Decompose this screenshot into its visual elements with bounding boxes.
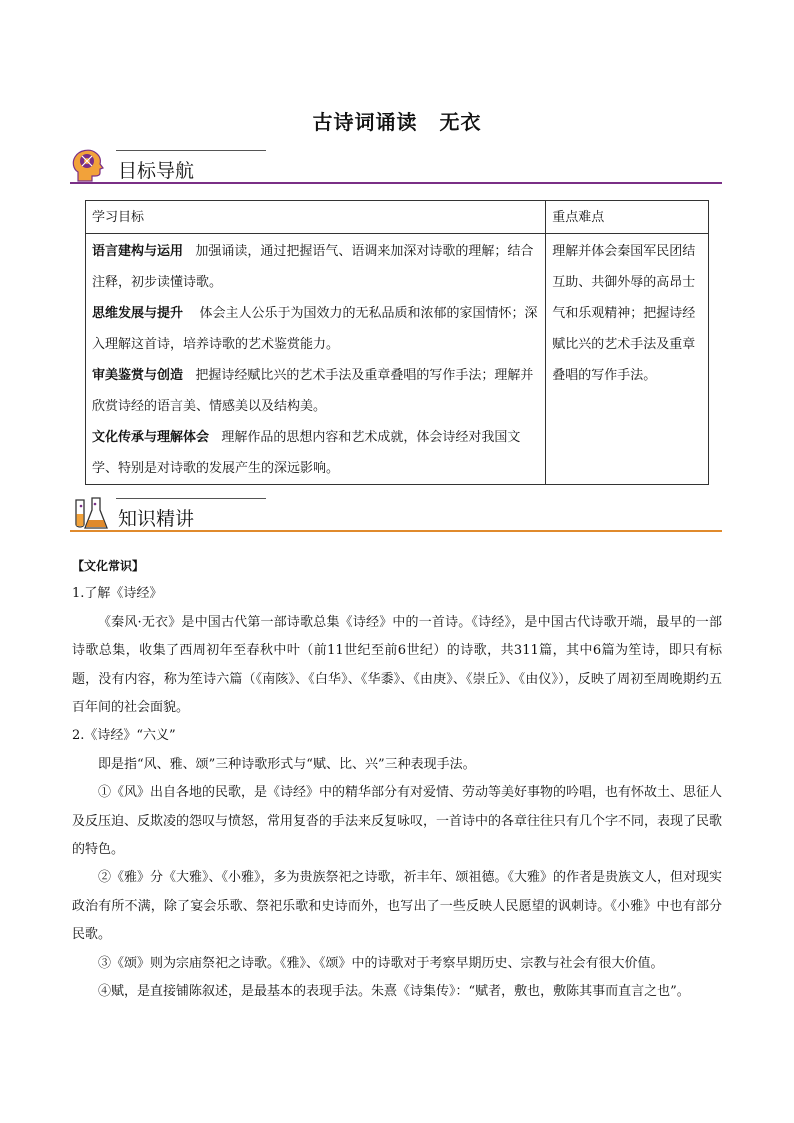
goal-item bbox=[92, 236, 539, 298]
goal-text: 体会主人公乐于为国效力的无私品质和浓郁的家国情怀；深入理解这首诗，培养诗歌的艺术鉴赏能力。 bbox=[92, 306, 538, 352]
paragraph: 《秦风·无衣》是中国古代第一部诗歌总集《诗经》中的一首诗。《诗经》，是中国古代诗歌开端，最早的一部诗歌总集，收集了西周初年至春秋中叶（前11世纪至前6世纪）的诗歌，共311篇，其中6篇为笙诗，即只有标题，没有内容，称为笙诗六篇（《南陔》、《白华》、《华黍》、《由庚》、《崇丘》、《由仪》），反映了周初至周晚期约五百年间的社会面貌。 bbox=[72, 614, 722, 716]
goals-table bbox=[85, 200, 709, 485]
goal-category: 文化传承与理解体会 bbox=[92, 430, 210, 445]
page-title: 古诗词诵读 无衣 bbox=[312, 110, 482, 134]
header-divider bbox=[70, 182, 722, 184]
table-header-goals: 学习目标 bbox=[86, 201, 546, 234]
goal-text: 理解作品的思想内容和艺术成就，体会诗经对我国文学、特别是对诗歌的发展产生的深远影响。 bbox=[92, 430, 521, 476]
section-title: 目标导航 bbox=[118, 160, 195, 182]
goal-item bbox=[92, 360, 539, 422]
goal-text: 加强诵读，通过把握语气、语调来加深对诗歌的理解；结合注释，初步读懂诗歌。 bbox=[92, 244, 534, 290]
lab-flask-icon bbox=[70, 496, 110, 532]
goal-text: 把握诗经赋比兴的艺术手法及重章叠唱的写作手法；理解并欣赏诗经的语言美、情感美以及结构美。 bbox=[92, 368, 534, 414]
paragraph: ③《颂》则为宗庙祭祀之诗歌。《雅》、《颂》中的诗歌对于考察早期历史、宗教与社会有很大价值。 bbox=[98, 955, 664, 971]
section-header-goals bbox=[70, 148, 722, 188]
paragraph: ④赋，是直接铺陈叙述，是最基本的表现手法。朱熹《诗集传》：“赋者，敷也，敷陈其事而直言之也”。 bbox=[98, 984, 690, 1000]
section-title: 知识精讲 bbox=[118, 508, 195, 530]
heading-2: 2.《诗经》“六义” bbox=[72, 728, 176, 744]
paragraph: ①《风》出自各地的民歌，是《诗经》中的精华部分有对爱情、劳动等美好事物的吟唱，也有怀故土、思征人及反压迫、反欺凌的怨叹与愤怒，常用复沓的手法来反复咏叹，一首诗中的各章往往只有几个字不同，表现了民歌的特色。 bbox=[72, 785, 723, 858]
content-body bbox=[72, 552, 722, 1007]
section-header-knowledge bbox=[70, 496, 722, 536]
goal-category: 思维发展与提升 bbox=[92, 306, 184, 321]
goal-item bbox=[92, 298, 539, 360]
header-divider bbox=[70, 530, 722, 532]
keypoints-cell: 理解并体会秦国军民团结互助、共御外辱的高昂士气和乐观精神；把握诗经赋比兴的艺术手法及重章叠唱的写作手法。 bbox=[546, 234, 709, 485]
heading-1: 1.了解《诗经》 bbox=[72, 586, 163, 602]
brain-head-icon bbox=[70, 148, 110, 184]
table-header-keypoints: 重点难点 bbox=[546, 201, 709, 234]
paragraph: 即是指“风、雅、颂”三种诗歌形式与“赋、比、兴”三种表现手法。 bbox=[98, 756, 476, 772]
goal-category: 审美鉴赏与创造 bbox=[92, 368, 184, 383]
subsection-label: 【文化常识】 bbox=[72, 559, 145, 573]
goals-cell bbox=[86, 234, 546, 485]
goal-item bbox=[92, 422, 539, 484]
header-top-rule bbox=[116, 498, 266, 499]
paragraph: ②《雅》分《大雅》、《小雅》，多为贵族祭祀之诗歌，祈丰年、颂祖德。《大雅》的作者是贵族文人，但对现实政治有所不满，除了宴会乐歌、祭祀乐歌和史诗而外，也写出了一些反映人民愿望的讽刺诗。《小雅》中也有部分民歌。 bbox=[72, 870, 723, 943]
goal-category: 语言建构与运用 bbox=[92, 244, 184, 259]
header-top-rule bbox=[116, 150, 266, 151]
